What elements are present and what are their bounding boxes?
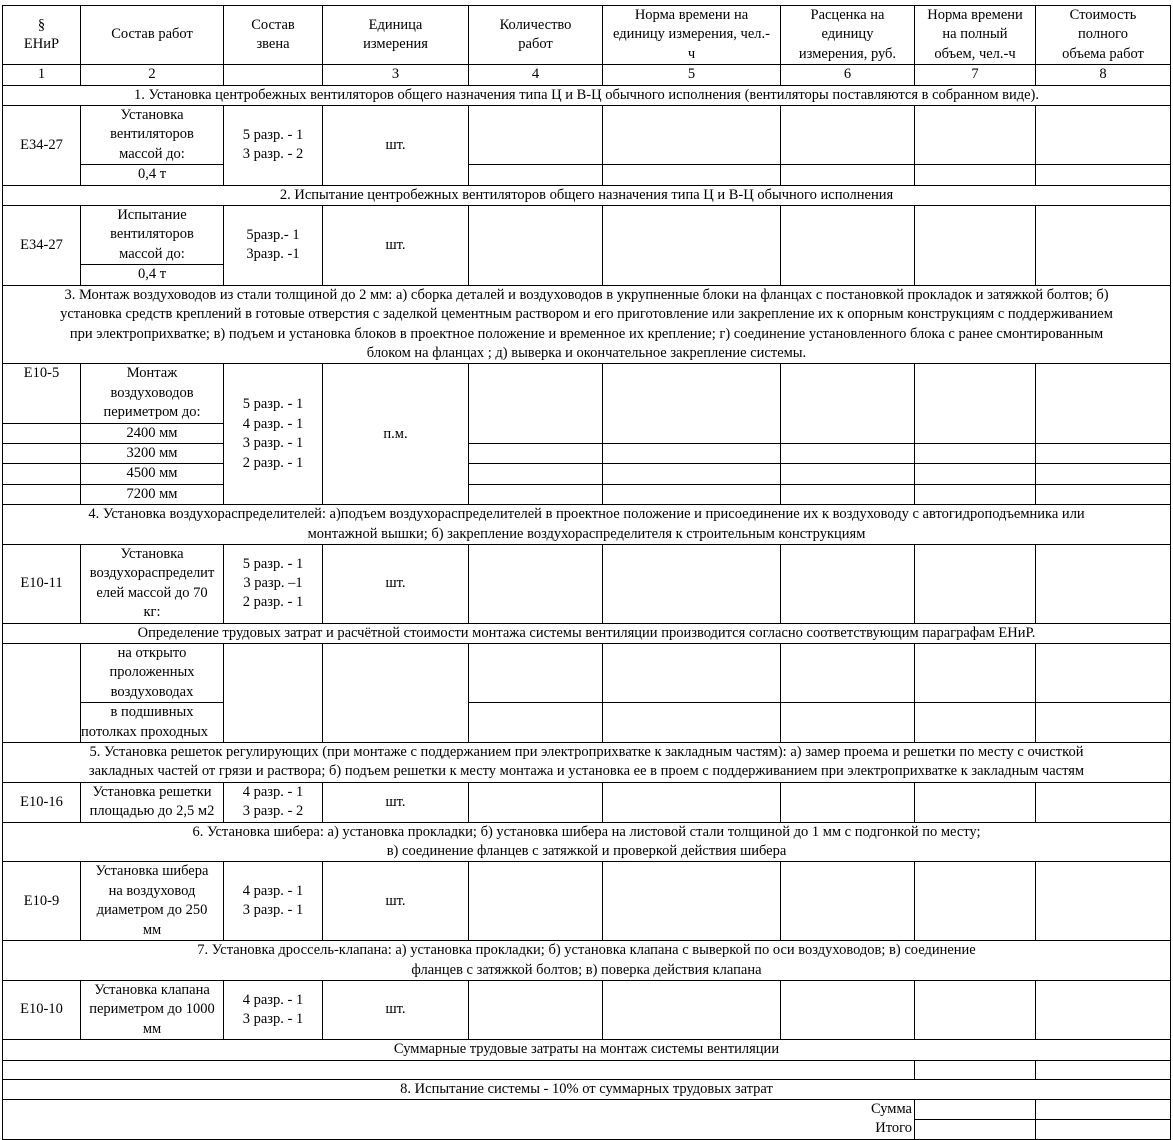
empty-cell: [915, 980, 1036, 1039]
empty-cell: [3, 1060, 915, 1079]
empty-cell: [915, 443, 1036, 463]
section-7-title: [3, 941, 1171, 981]
empty-cell: [1036, 165, 1171, 185]
section-2-title: 2. Испытание центробежных вентиляторов общего назначения типа Ц и В-Ц обычного исполнения: [3, 185, 1171, 205]
header-crew: [224, 6, 323, 65]
empty-cell: [1036, 484, 1171, 504]
section-1-row: [3, 85, 1171, 105]
empty-cell: [781, 364, 915, 444]
calculation-note: Определение трудовых затрат и расчётной стоимости монтажа системы вентиляции производится согласно соответствующим параграфам ЕНиР.: [3, 623, 1171, 643]
unit-of-measure: шт.: [323, 980, 469, 1039]
crew-text: 3 разр. - 1: [242, 1011, 304, 1028]
empty-cell: [781, 165, 915, 185]
work-text: елей массой до 70: [96, 584, 208, 601]
summary-title: Суммарные трудовые затраты на монтаж системы вентиляции: [3, 1040, 1171, 1060]
note-row: [3, 623, 1171, 643]
header-text: ЕНиР: [23, 36, 60, 53]
work-text: проложенных: [109, 664, 195, 681]
empty-cell: [1036, 106, 1171, 165]
empty-cell: [915, 106, 1036, 165]
enir-code: Е10-9: [3, 862, 81, 941]
work-text: вентиляторов: [110, 126, 194, 143]
total-label: Итого: [875, 1120, 912, 1137]
empty-cell: [915, 782, 1036, 822]
work-description: [81, 980, 224, 1039]
header-text: измерения: [363, 36, 428, 53]
duct-size: 4500 мм: [81, 464, 224, 484]
total-hours-cell: [915, 1119, 1036, 1139]
empty-cell: [781, 703, 915, 743]
table-row: [3, 703, 1171, 743]
section-text: закладных частей от грязи и раствора; б) подъем решетки к месту монтажа и установка ее в проем с поддерживанием при электроприхватке к закладным частям: [88, 763, 1085, 780]
empty-cell: [1036, 464, 1171, 484]
work-text: Испытание: [117, 207, 187, 224]
empty-cell: [1036, 644, 1171, 703]
empty-cell: [603, 703, 781, 743]
work-description: [81, 782, 224, 822]
header-total-cost: [1036, 6, 1171, 65]
empty-cell: [3, 443, 81, 463]
column-number: 6: [781, 65, 915, 85]
header-text: Норма времени: [927, 7, 1023, 23]
work-text: массой до:: [119, 145, 185, 162]
crew-text: 4 разр. - 1: [242, 415, 304, 432]
empty-cell: [3, 464, 81, 484]
header-text: Состав: [251, 16, 295, 33]
header-time-norm-total: [915, 6, 1036, 65]
header-text: §: [37, 16, 46, 33]
crew-composition: [224, 364, 323, 505]
empty-cell: [915, 703, 1036, 743]
empty-cell: [781, 980, 915, 1039]
work-description: [81, 862, 224, 941]
crew-text: 5 разр. - 1: [242, 126, 304, 143]
header-text: работ: [518, 36, 553, 53]
enir-code: Е10-16: [3, 782, 81, 822]
header-quantity: [469, 6, 603, 65]
duct-size: 2400 мм: [81, 423, 224, 443]
empty-cell: [1036, 364, 1171, 444]
work-text: воздуховодах: [110, 683, 194, 700]
header-text: единицу измерения, чел.-: [613, 26, 770, 43]
section-text: 4. Установка воздухораспределителей: а)подъем воздухораспределителей в проектное положение и присоединение их к воздуховоду с автогидроподъемника или: [88, 506, 1085, 523]
section-text: 6. Установка шибера: а) установка прокладки; б) установка шибера на листовой стали толщиной до 1 мм с подгонкой по месту;: [192, 823, 981, 840]
work-text: Установка шибера: [95, 863, 209, 880]
section-5-title: [3, 743, 1171, 783]
work-description: [81, 364, 224, 423]
hemmed-ceilings-label: [81, 703, 224, 743]
empty-cell: [3, 644, 81, 743]
empty-cell: [469, 782, 603, 822]
section-4-row: [3, 505, 1171, 545]
empty-cell: [469, 364, 603, 444]
empty-cell: [469, 862, 603, 941]
table-row: [3, 644, 1171, 703]
header-text: объем, чел.-ч: [934, 45, 1016, 62]
summary-title-row: [3, 1040, 1171, 1060]
empty-cell: [781, 862, 915, 941]
empty-cell: [603, 980, 781, 1039]
section-3-row: [3, 285, 1171, 364]
work-text: на воздуховод: [108, 882, 196, 899]
empty-cell: [1036, 544, 1171, 623]
empty-cell: [603, 782, 781, 822]
section-text: монтажной вышки; б) закрепление воздухораспределителя к строительным конструкциям: [307, 525, 866, 542]
empty-cell: [915, 464, 1036, 484]
crew-text: 3 разр. - 1: [242, 902, 304, 919]
table-row: [3, 544, 1171, 623]
empty-cell: [915, 364, 1036, 444]
empty-cell: [781, 206, 915, 286]
empty-cell: [1036, 782, 1171, 822]
header-time-norm-unit: [603, 6, 781, 65]
enir-code: Е10-10: [3, 980, 81, 1039]
section-5-row: [3, 743, 1171, 783]
crew-composition: [224, 980, 323, 1039]
work-text: периметром до 1000: [89, 1001, 215, 1018]
crew-text: 5 разр. - 1: [242, 396, 304, 413]
sum-cost-cell: [1036, 1099, 1171, 1119]
empty-cell: [603, 544, 781, 623]
empty-cell: [915, 862, 1036, 941]
table-row: [3, 862, 1171, 941]
work-text: Монтаж: [126, 365, 178, 382]
crew-text: 4 разр. - 1: [242, 783, 304, 800]
header-text: Стоимость: [1069, 7, 1137, 23]
column-number: 4: [469, 65, 603, 85]
empty-cell: [781, 782, 915, 822]
column-number: 5: [603, 65, 781, 85]
column-number: 1: [3, 65, 81, 85]
section-8-title: 8. Испытание системы - 10% от суммарных трудовых затрат: [3, 1079, 1171, 1099]
section-text: 7. Установка дроссель-клапана: а) установка прокладки; б) установка клапана с выверкой по оси воздуховодов; в) соединение: [197, 942, 976, 959]
section-text: в) соединение фланцев с затяжкой и проверкой действия шибера: [386, 843, 787, 860]
empty-cell: [469, 980, 603, 1039]
empty-cell: [781, 443, 915, 463]
work-text: Установка клапана: [94, 981, 210, 998]
crew-text: 3 разр. - 2: [242, 803, 304, 820]
header-text: единицу: [821, 26, 874, 43]
work-text: Установка: [120, 545, 184, 562]
section-text: 5. Установка решеток регулирующих (при монтаже с поддержанием при электроприхватке к закладным частям): а) замер проема и решетки по месту с очисткой: [89, 744, 1084, 761]
empty-cell: [781, 544, 915, 623]
mass-value: 0,4 т: [81, 165, 224, 185]
unit-of-measure: п.м.: [323, 364, 469, 505]
column-number: 7: [915, 65, 1036, 85]
column-number: 2: [81, 65, 224, 85]
total-cost-cell: [1036, 1119, 1171, 1139]
section-7-row: [3, 941, 1171, 981]
duct-size: 3200 мм: [81, 443, 224, 463]
crew-text: 3 разр. - 1: [242, 435, 304, 452]
empty-cell: [469, 544, 603, 623]
empty-cell: [469, 464, 603, 484]
section-2-row: [3, 185, 1171, 205]
crew-composition: [224, 206, 323, 286]
header-text: на полный: [942, 26, 1008, 43]
crew-composition: [224, 106, 323, 186]
header-text: Единица: [368, 16, 423, 33]
empty-cell: [3, 484, 81, 504]
work-text: Установка: [120, 107, 184, 124]
empty-cell: [469, 703, 603, 743]
empty-cell: [603, 443, 781, 463]
empty-cell: [469, 443, 603, 463]
table-row: [3, 106, 1171, 165]
work-text: воздухораспределит: [89, 565, 215, 582]
work-text: массой до:: [119, 245, 185, 262]
empty-cell: [603, 165, 781, 185]
work-description: [81, 106, 224, 165]
empty-cell: [603, 464, 781, 484]
empty-cell: [469, 484, 603, 504]
empty-cell: [781, 464, 915, 484]
empty-cell: [915, 484, 1036, 504]
work-text: на открыто: [117, 645, 187, 661]
empty-cell: [1036, 862, 1171, 941]
enir-code: Е34-27: [3, 206, 81, 286]
work-text: потолках проходных: [81, 723, 208, 740]
empty-cell: [603, 106, 781, 165]
table-row: [3, 364, 1171, 423]
totals-labels: [3, 1099, 915, 1139]
header-work-composition: Состав работ: [81, 6, 224, 65]
header-unit: [323, 6, 469, 65]
section-text: фланцев с затяжкой болтов; в) поверка действия клапана: [411, 961, 762, 978]
empty-cell: [323, 644, 469, 743]
empty-cell: [781, 644, 915, 703]
sum-hours-cell: [915, 1099, 1036, 1119]
table-row: [3, 443, 1171, 463]
duct-size: 7200 мм: [81, 484, 224, 504]
table-row: [3, 782, 1171, 822]
crew-text: 4 разр. - 1: [242, 991, 304, 1008]
table-row: [3, 484, 1171, 504]
empty-cell: [1036, 703, 1171, 743]
header-text: Расценка на: [810, 7, 885, 23]
work-description: [81, 544, 224, 623]
header-text: ч: [687, 45, 696, 62]
empty-cell: [915, 544, 1036, 623]
header-text: объема работ: [1062, 45, 1144, 62]
empty-cell: [603, 862, 781, 941]
summary-cost-cell: [1036, 1060, 1171, 1079]
work-text: воздуховодов: [110, 384, 194, 401]
empty-cell: [1036, 980, 1171, 1039]
work-text: в подшивных: [110, 704, 194, 721]
header-text: Количество: [499, 16, 572, 33]
unit-of-measure: шт.: [323, 106, 469, 186]
empty-cell: [781, 106, 915, 165]
header-section-enir: [3, 6, 81, 65]
header-row: [3, 6, 1171, 65]
crew-text: 2 разр. - 1: [242, 454, 304, 471]
summary-value-row: [3, 1060, 1171, 1079]
work-text: кг:: [143, 604, 161, 621]
enir-code: Е10-11: [3, 544, 81, 623]
crew-text: 2 разр. - 1: [242, 594, 304, 611]
table-row: [3, 464, 1171, 484]
empty-cell: [915, 165, 1036, 185]
table-row: [3, 206, 1171, 265]
empty-cell: [603, 364, 781, 444]
unit-of-measure: шт.: [323, 206, 469, 286]
empty-cell: [469, 165, 603, 185]
work-text: диаметром до 250: [96, 902, 208, 919]
work-text: Установка решетки: [92, 783, 212, 800]
crew-text: 3 разр. –1: [243, 575, 303, 592]
section-text: при электроприхватке; в) подъем и установка блоков в проектное положение и временное их крепление; г) соединение установленного блока с ранее смонтированным: [69, 325, 1104, 342]
section-text: установка средств креплений в готовые отверстия с заделкой цементным раствором и его приготовление или закрепление их к опорным конструкциям с поддерживанием: [60, 306, 1113, 323]
sum-label: Сумма: [870, 1100, 912, 1117]
crew-text: 3разр. -1: [246, 246, 300, 263]
crew-text: 4 разр. - 1: [242, 882, 304, 899]
work-text: площадью до 2,5 м2: [89, 803, 215, 820]
unit-of-measure: шт.: [323, 544, 469, 623]
empty-cell: [603, 644, 781, 703]
header-rate-unit: [781, 6, 915, 65]
empty-cell: [469, 644, 603, 703]
crew-composition: [224, 544, 323, 623]
ventilation-works-table: [2, 5, 1171, 1140]
crew-composition: [224, 862, 323, 941]
column-number-empty: [224, 65, 323, 85]
header-text: звена: [256, 36, 290, 53]
work-text: мм: [142, 1020, 162, 1037]
empty-cell: [603, 484, 781, 504]
empty-cell: [915, 206, 1036, 286]
empty-cell: [469, 206, 603, 286]
empty-cell: [1036, 206, 1171, 286]
empty-cell: [469, 106, 603, 165]
section-text: 3. Монтаж воздуховодов из стали толщиной до 2 мм: а) сборка деталей и воздуховодов в укрупненные блоки на фланцах с постановкой прокладок и затяжкой болтов; б): [64, 286, 1109, 303]
column-number: 3: [323, 65, 469, 85]
column-number: 8: [1036, 65, 1171, 85]
header-text: Норма времени на: [634, 7, 749, 23]
column-number-row: [3, 65, 1171, 85]
empty-cell: [781, 484, 915, 504]
crew-text: 3 разр. - 2: [242, 146, 304, 163]
section-1-title: 1. Установка центробежных вентиляторов общего назначения типа Ц и В-Ц обычного исполнения (вентиляторы поставляются в собранном виде).: [3, 85, 1171, 105]
work-description: [81, 206, 224, 265]
work-text: мм: [142, 921, 162, 938]
section-4-title: [3, 505, 1171, 545]
open-ducts-label: [81, 644, 224, 703]
crew-text: 5 разр. - 1: [242, 555, 304, 572]
work-text: вентиляторов: [110, 226, 194, 243]
unit-of-measure: шт.: [323, 862, 469, 941]
section-text: блоком на фланцах ; д) выверка и окончательное закрепление системы.: [366, 344, 807, 361]
table-row: [3, 980, 1171, 1039]
section-6-title: [3, 822, 1171, 862]
header-text: измерения, руб.: [798, 45, 897, 62]
header-text: полного: [1078, 26, 1128, 43]
unit-of-measure: шт.: [323, 782, 469, 822]
section-3-title: [3, 285, 1171, 364]
mass-value: 0,4 т: [81, 265, 224, 285]
empty-cell: [915, 644, 1036, 703]
crew-text: 5разр.- 1: [246, 226, 300, 243]
sum-row: [3, 1099, 1171, 1119]
table-row: [3, 165, 1171, 185]
section-8-row: [3, 1079, 1171, 1099]
empty-cell: [1036, 443, 1171, 463]
enir-code: Е10-5: [3, 364, 81, 423]
empty-cell: [603, 206, 781, 286]
enir-code: Е34-27: [3, 106, 81, 186]
summary-hours-cell: [915, 1060, 1036, 1079]
section-6-row: [3, 822, 1171, 862]
empty-cell: [3, 423, 81, 443]
empty-cell: [224, 644, 323, 743]
crew-composition: [224, 782, 323, 822]
work-text: периметром до:: [103, 404, 201, 421]
